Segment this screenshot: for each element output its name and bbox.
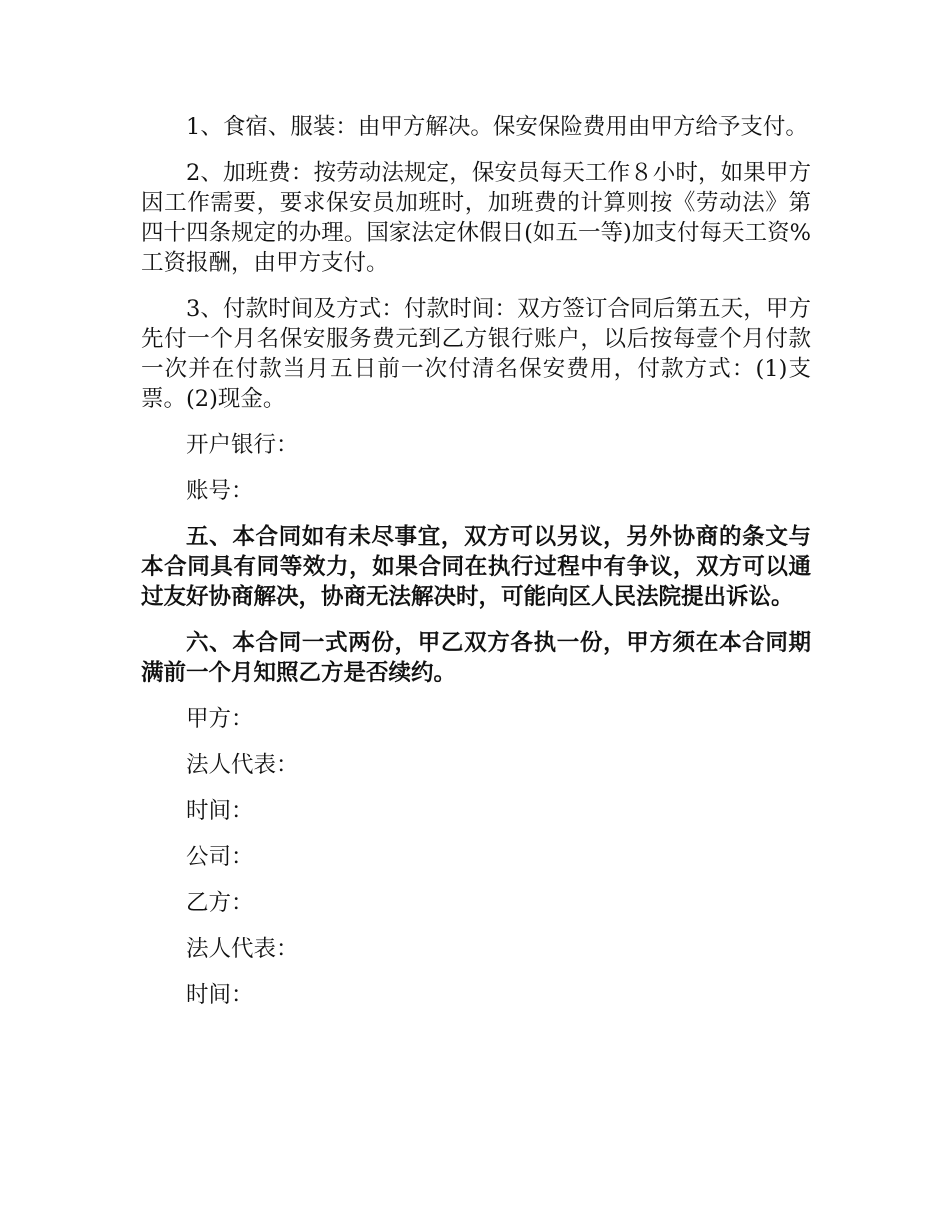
party-a-label: 甲方：	[186, 706, 254, 732]
clause-payment: 3、付款时间及方式：付款时间：双方签订合同后第五天，甲方先付一个月名保安服务费元到乙方银行账户，以后按每壹个月付款一次并在付款当月五日前一次付清名保安费用，付款方式：(1)支票。(2)现金。	[141, 296, 811, 412]
party-b-label: 乙方：	[186, 890, 254, 916]
party-b-time-label: 时间：	[186, 982, 254, 1008]
account-label: 账号：	[186, 478, 254, 504]
party-a-time-label: 时间：	[186, 798, 254, 824]
clause-six: 六、本合同一式两份，甲乙双方各执一份，甲方须在本合同期满前一个月知照乙方是否续约。	[141, 630, 811, 686]
company-label: 公司：	[186, 844, 254, 870]
clause-overtime: 2、加班费：按劳动法规定，保安员每天工作８小时，如果甲方因工作需要，要求保安员加班时，加班费的计算则按《劳动法》第四十四条规定的办理。国家法定休假日(如五一等)加支付每天工资%工资报酬，由甲方支付。	[141, 160, 811, 276]
bank-label: 开户银行：	[186, 432, 299, 458]
clause-food-lodging: 1、食宿、服装：由甲方解决。保安保险费用由甲方给予支付。	[186, 114, 808, 140]
clause-five: 五、本合同如有未尽事宜，双方可以另议，另外协商的条文与本合同具有同等效力，如果合同在执行过程中有争议，双方可以通过友好协商解决，协商无法解决时，可能向区人民法院提出诉讼。	[141, 524, 811, 610]
party-b-representative-label: 法人代表：	[186, 936, 299, 962]
party-a-representative-label: 法人代表：	[186, 752, 299, 778]
document-body	[141, 112, 811, 1026]
